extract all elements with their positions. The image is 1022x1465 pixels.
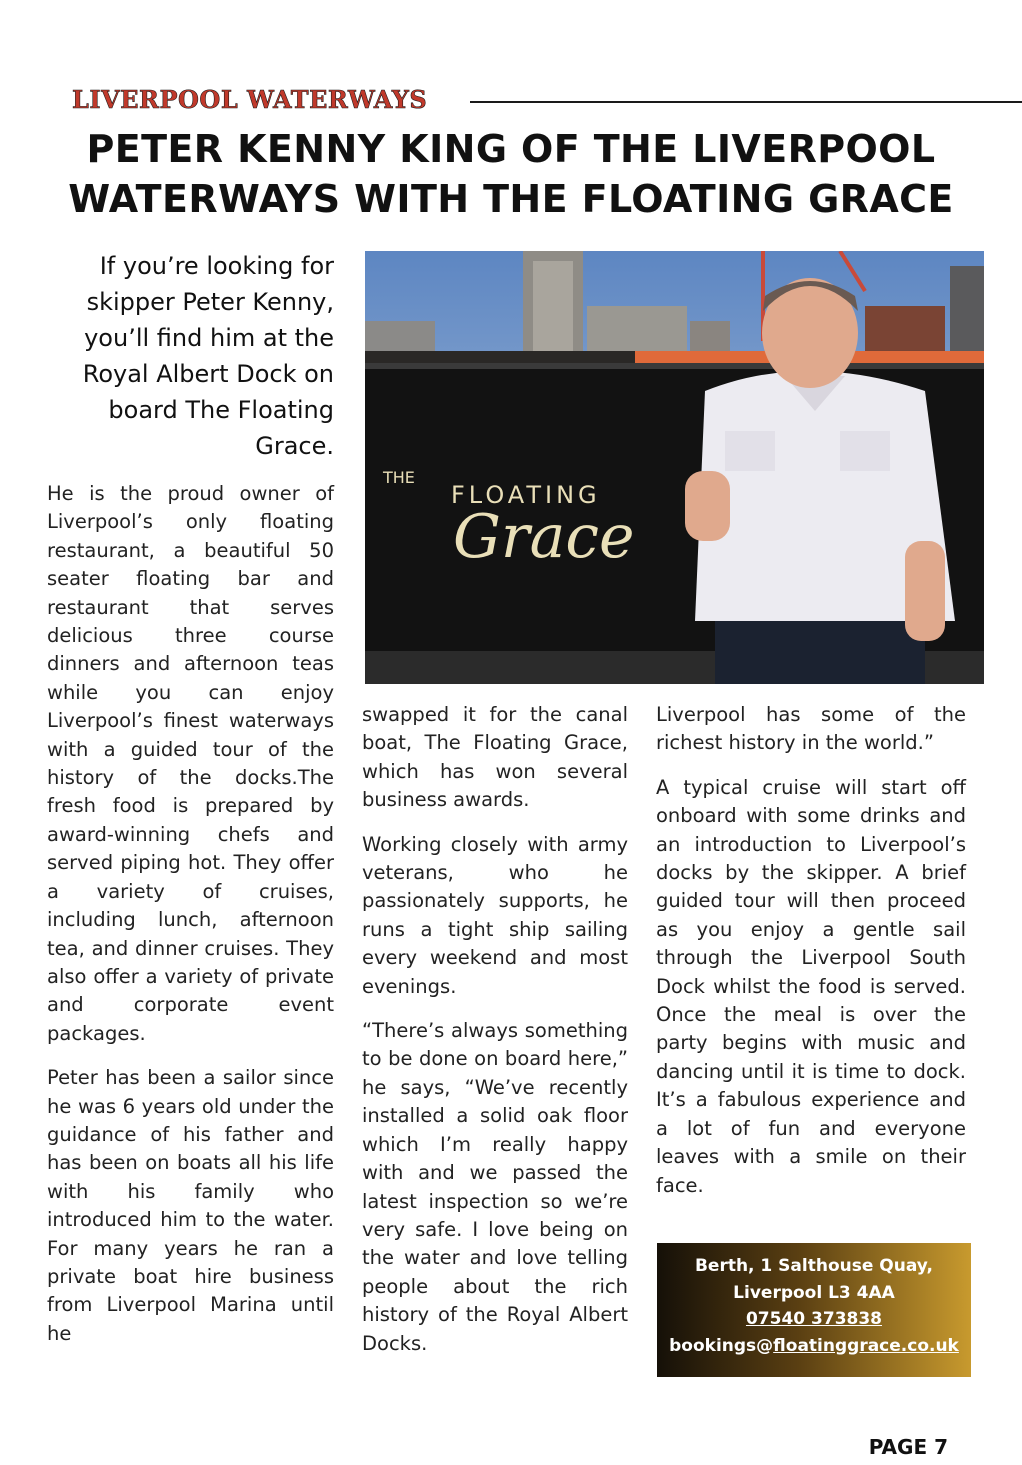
column-3-paragraph-2: A typical cruise will start off onboard with some drinks and an introduction to Liverpool’s docks by the skipper. A brief guided tour will then proceed as you enjoy a gentle sail through the Liverpool South Dock whilst the food is served. Once the meal is over the party begins with music and dancing until it is time to dock. It’s a fabulous experience and a lot of fun and everyone leaves with a smile on their face. (656, 775, 966, 1197)
column-2-paragraph-2: Working closely with army veterans, who he passionately supports, he runs a tight ship sailing every weekend and most evenings. (362, 832, 628, 998)
boat-lettering-grace: Grace (453, 502, 635, 572)
headline-line-1: PETER KENNY KING OF THE LIVERPOOL (86, 127, 936, 171)
column-2-paragraph-1: swapped it for the canal boat, The Floating Grace, which has won several business awards. (362, 703, 628, 812)
page-number: PAGE 7 (868, 1435, 948, 1459)
article-headline (40, 124, 982, 224)
column-1-paragraph-1: He is the proud owner of Liverpool’s only floating restaurant, a beautiful 50 seater floating bar and restaurant that serves delicious three course dinners and afternoon teas while you can enjoy Liverpool’s finest waterways with a guided tour of the history of the docks.The fresh food is prepared by award-winning chefs and served piping hot. They offer a variety of cruises, including lunch, afternoon tea, and dinner cruises. They also offer a variety of private and corporate event packages. (47, 482, 334, 1045)
contact-box (657, 1243, 971, 1377)
section-label: LIVERPOOL WATERWAYS (72, 85, 428, 114)
section-divider (470, 101, 1022, 103)
article-photo-skipper-on-boat (365, 251, 984, 684)
column-2-paragraph-3: “There’s always something to be done on board here,” he says, “We’ve recently installed a solid oak floor which I’m really happy with and we passed the latest inspection so we’re very safe. I love being on the water and love telling people about the rich history of the Royal Albert Docks. (362, 1019, 628, 1355)
column-3-paragraph-1: Liverpool has some of the richest history in the world.” (656, 703, 966, 755)
article-column-2 (362, 701, 628, 1374)
contact-phone-link[interactable]: 07540 373838 (745, 1309, 883, 1329)
intro-standfirst: If you’re looking for skipper Peter Kenny, you’ll find him at the Royal Albert Dock on board The Floating Grace. (82, 252, 334, 460)
article-column-3 (656, 701, 966, 1216)
boat-lettering-the: THE (383, 468, 415, 487)
contact-email (657, 1333, 971, 1360)
headline-line-2: WATERWAYS WITH THE FLOATING GRACE (68, 177, 954, 221)
article-column-1 (47, 480, 334, 1364)
contact-email-prefix: bookings@ (669, 1335, 774, 1356)
column-1-paragraph-2: Peter has been a sailor since he was 6 years old under the guidance of his father and has been on boats all his life with his family who introduced him to the water. For many years he ran a private boat hire business from Liverpool Marina until he (47, 1066, 334, 1345)
boat-lettering-floating: FLOATING (451, 481, 601, 509)
contact-address-line-2: Liverpool L3 4AA (733, 1282, 895, 1303)
contact-address-line-1: Berth, 1 Salthouse Quay, (694, 1256, 934, 1276)
contact-email-link[interactable]: floatinggrace.co.uk (773, 1335, 959, 1356)
